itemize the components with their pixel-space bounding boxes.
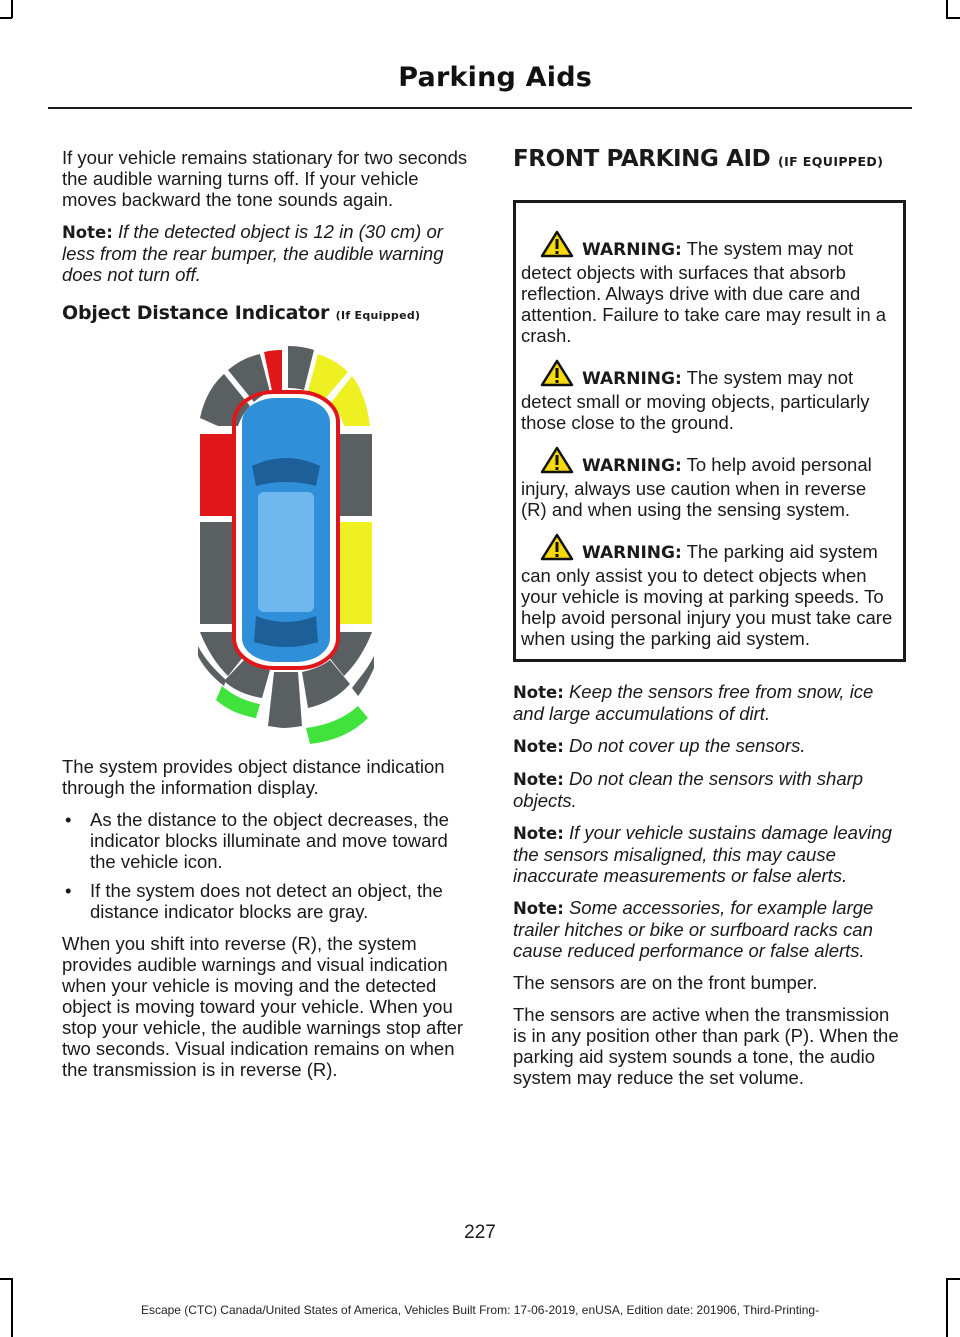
warning-text: The system may not detect objects with surfaces that absorb reflection. Always drive with due care and attention. Failure to take care may result in a crash. xyxy=(521,238,887,346)
warning xyxy=(521,446,895,520)
warning-label: WARNING: xyxy=(582,543,682,563)
note xyxy=(513,897,906,961)
note-label: Note: xyxy=(513,737,564,756)
indicator-block-gray xyxy=(268,672,302,728)
indicator-block-gray xyxy=(340,434,372,516)
page-number: 227 xyxy=(464,1222,496,1243)
note-text: Keep the sensors free from snow, ice and large accumulations of dirt. xyxy=(513,681,874,724)
paragraph: The system provides object distance indication through the information display. xyxy=(62,756,445,798)
crop-mark xyxy=(0,17,12,19)
note-label: Note: xyxy=(513,899,564,918)
note-label: Note: xyxy=(513,770,564,789)
note-text: If your vehicle sustains damage leaving the sensors misaligned, this may cause inaccurate measurements or false alerts. xyxy=(513,822,892,886)
warning xyxy=(521,359,895,433)
indicator-block-green xyxy=(306,706,368,744)
note xyxy=(513,735,906,757)
warning-text: The parking aid system can only assist you to detect objects when your vehicle is moving at parking speeds. To help avoid personal injury you must take care when using the parking aid system. xyxy=(521,541,893,649)
crop-mark xyxy=(11,0,13,18)
warning-label: WARNING: xyxy=(582,369,682,389)
subheading xyxy=(62,303,474,326)
right-column xyxy=(513,147,906,1099)
footer: Escape (CTC) Canada/United States of America, Vehicles Built From: 17-06-2019, enUSA, Edition date: 201906, Third-Printing- xyxy=(140,1303,820,1317)
crop-mark xyxy=(0,1278,12,1280)
distance-indicator-diagram xyxy=(198,346,374,746)
left-column xyxy=(62,147,474,1091)
page-title: Parking Aids xyxy=(398,62,592,93)
crop-mark xyxy=(946,17,960,19)
note xyxy=(513,768,906,811)
paragraph: When you shift into reverse (R), the system provides audible warnings and visual indication when your vehicle is moving and the detected object is moving toward your vehicle. When you stop your vehicle, the audible warnings stop after two seconds. Visual indication remains on when the transmission is in reverse (R). xyxy=(62,933,464,1080)
indicator-block-yellow xyxy=(340,522,372,624)
indicator-block-red xyxy=(200,434,232,516)
note-label: Note: xyxy=(513,683,564,702)
bullet-item: • If the system does not detect an object, the distance indicator blocks are gray. xyxy=(62,880,474,922)
paragraph: If your vehicle remains stationary for two seconds the audible warning turns off. If your vehicle moves backward the tone sounds again. xyxy=(62,147,468,210)
note-text: Do not cover up the sensors. xyxy=(568,735,806,756)
warning-label: WARNING: xyxy=(582,456,682,476)
note xyxy=(513,681,906,724)
note-text: If the detected object is 12 in (30 cm) or less from the rear bumper, the audible warning does not turn off. xyxy=(62,221,444,285)
header-rule xyxy=(48,107,912,109)
distance-indicator-figure xyxy=(62,326,474,756)
subheading-qualifier: (If Equipped) xyxy=(335,309,421,322)
note xyxy=(513,822,906,886)
indicator-block-gray xyxy=(200,522,232,624)
warning-triangle-icon xyxy=(540,230,574,262)
vehicle-roof xyxy=(258,492,314,612)
warning-text: To help avoid personal injury, always use caution when in reverse (R) and when using the sensing system. xyxy=(521,454,872,520)
paragraph: The sensors are active when the transmission is in any position other than park (P). When the parking aid system sounds a tone, the audio system may reduce the set volume. xyxy=(513,1004,899,1088)
note-label: Note: xyxy=(513,824,564,843)
warning xyxy=(521,230,895,346)
warning-box xyxy=(513,200,906,662)
warning-triangle-icon xyxy=(540,446,574,478)
crop-mark xyxy=(946,0,948,18)
note-text: Some accessories, for example large trailer hitches or bike or surfboard racks can cause reduced performance or false alerts. xyxy=(513,897,874,961)
warning xyxy=(521,533,895,649)
warning-label: WARNING: xyxy=(582,240,682,260)
crop-mark xyxy=(946,1278,960,1280)
note xyxy=(62,221,474,285)
warning-triangle-icon xyxy=(540,533,574,565)
subheading-main: Object Distance Indicator xyxy=(62,302,330,324)
vehicle-windshield xyxy=(252,458,320,486)
warning-text: The system may not detect small or moving objects, particularly those close to the ground. xyxy=(521,367,870,433)
warning-triangle-icon xyxy=(540,359,574,391)
section-heading-main: FRONT PARKING AID xyxy=(513,146,771,172)
bullet-list xyxy=(62,809,474,922)
section-heading-qualifier: (IF EQUIPPED) xyxy=(777,154,884,169)
bullet-item: • As the distance to the object decreases, the indicator blocks illuminate and move toward the vehicle icon. xyxy=(62,809,474,872)
section-heading xyxy=(513,146,906,172)
note-text: Do not clean the sensors with sharp objects. xyxy=(513,768,864,811)
note-label: Note: xyxy=(62,223,113,242)
paragraph: The sensors are on the front bumper. xyxy=(513,972,818,993)
